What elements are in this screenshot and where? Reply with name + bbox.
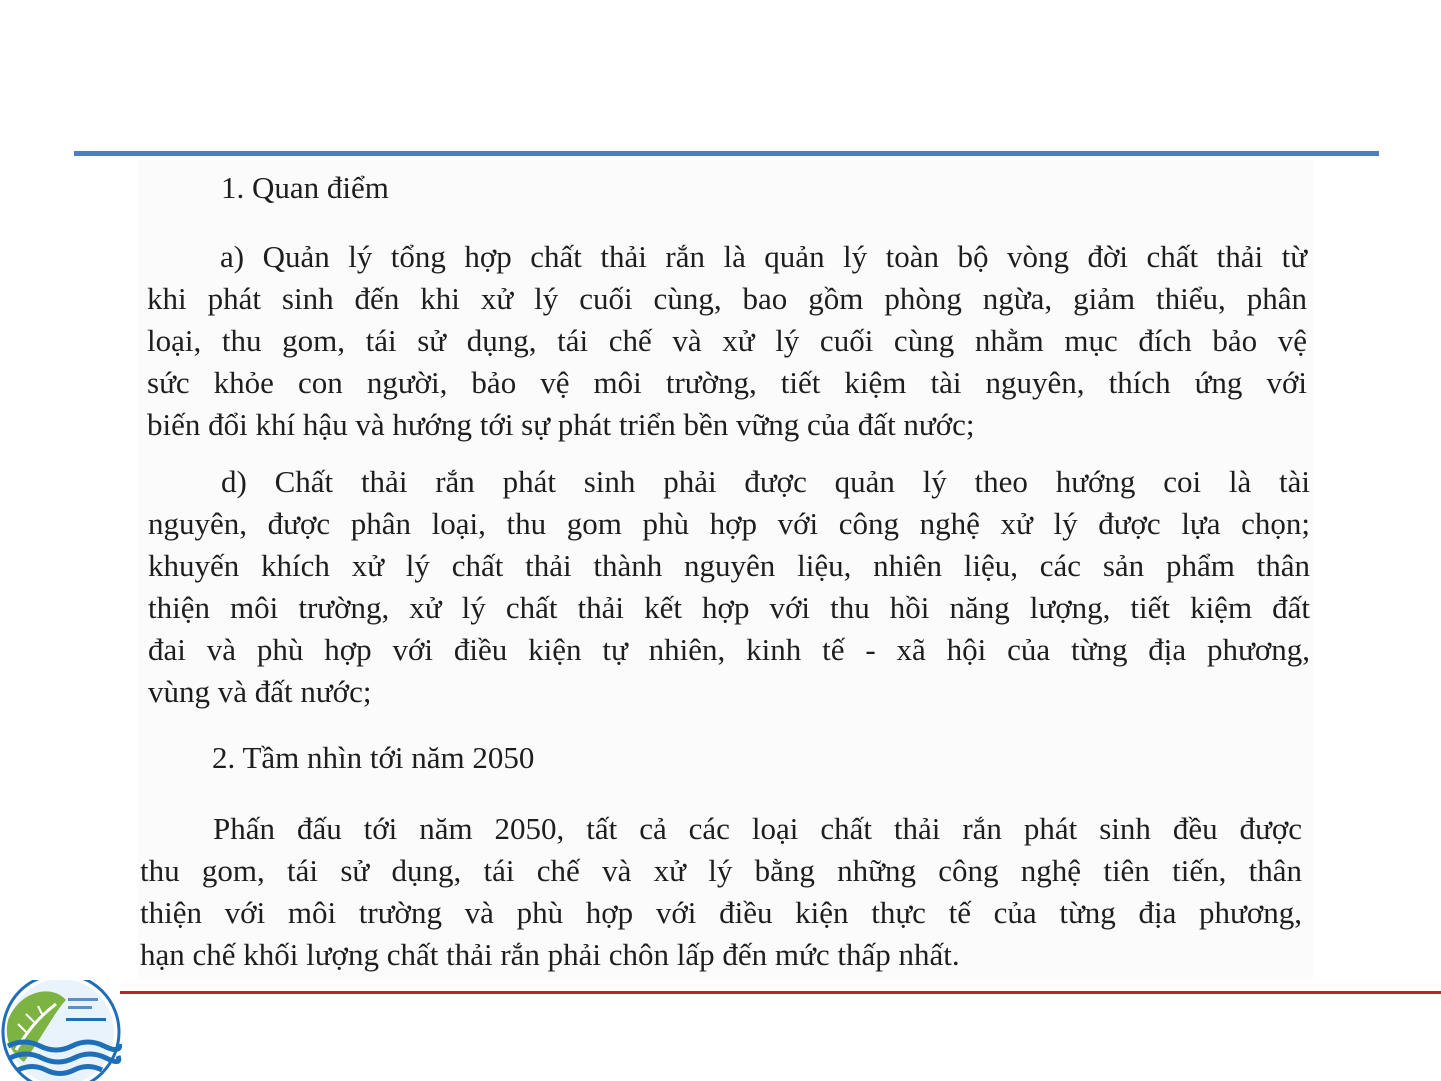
paragraph-vision-line: thu gom, tái sử dụng, tái chế và xử lý bằng những công nghệ tiên tiến, thân — [140, 853, 1302, 888]
paragraph-vision-line: thiện với môi trường và phù hợp với điều kiện thực tế của từng địa phương, — [140, 895, 1302, 930]
section-1-heading: 1. Quan điểm — [221, 170, 389, 205]
paragraph-a-line: sức khỏe con người, bảo vệ môi trường, tiết kiệm tài nguyên, thích ứng với — [147, 365, 1307, 400]
paragraph-d-line: đai và phù hợp với điều kiện tự nhiên, kinh tế - xã hội của từng địa phương, — [148, 632, 1310, 667]
paragraph-vision-line: hạn chế khối lượng chất thải rắn phải chôn lấp đến mức thấp nhất. — [140, 937, 960, 972]
paragraph-d-line: nguyên, được phân loại, thu gom phù hợp với công nghệ xử lý được lựa chọn; — [148, 506, 1310, 541]
paragraph-d-line: khuyến khích xử lý chất thải thành nguyên liệu, nhiên liệu, các sản phẩm thân — [148, 548, 1310, 583]
section-2-heading: 2. Tầm nhìn tới năm 2050 — [212, 740, 535, 775]
paragraph-a-line: biến đổi khí hậu và hướng tới sự phát triển bền vững của đất nước; — [147, 407, 975, 442]
paragraph-d — [148, 461, 1310, 713]
paragraph-vision-line: Phấn đấu tới năm 2050, tất cả các loại chất thải rắn phát sinh đều được — [213, 811, 1302, 846]
paragraph-vision — [140, 808, 1302, 976]
paragraph-d-line: d) Chất thải rắn phát sinh phải được quản lý theo hướng coi là tài — [221, 464, 1310, 499]
bottom-divider — [120, 991, 1441, 994]
leaf-water-logo-icon — [0, 980, 122, 1081]
paragraph-a-line: loại, thu gom, tái sử dụng, tái chế và xử lý cuối cùng nhằm mục đích bảo vệ — [147, 323, 1307, 358]
paragraph-a-line: khi phát sinh đến khi xử lý cuối cùng, bao gồm phòng ngừa, giảm thiểu, phân — [147, 281, 1307, 316]
paragraph-d-line: thiện môi trường, xử lý chất thải kết hợp với thu hồi năng lượng, tiết kiệm đất — [148, 590, 1310, 625]
paragraph-a — [147, 236, 1307, 446]
top-divider — [74, 151, 1379, 156]
paragraph-d-line: vùng và đất nước; — [148, 674, 372, 709]
paragraph-a-line: a) Quản lý tổng hợp chất thải rắn là quản lý toàn bộ vòng đời chất thải từ — [220, 239, 1307, 274]
